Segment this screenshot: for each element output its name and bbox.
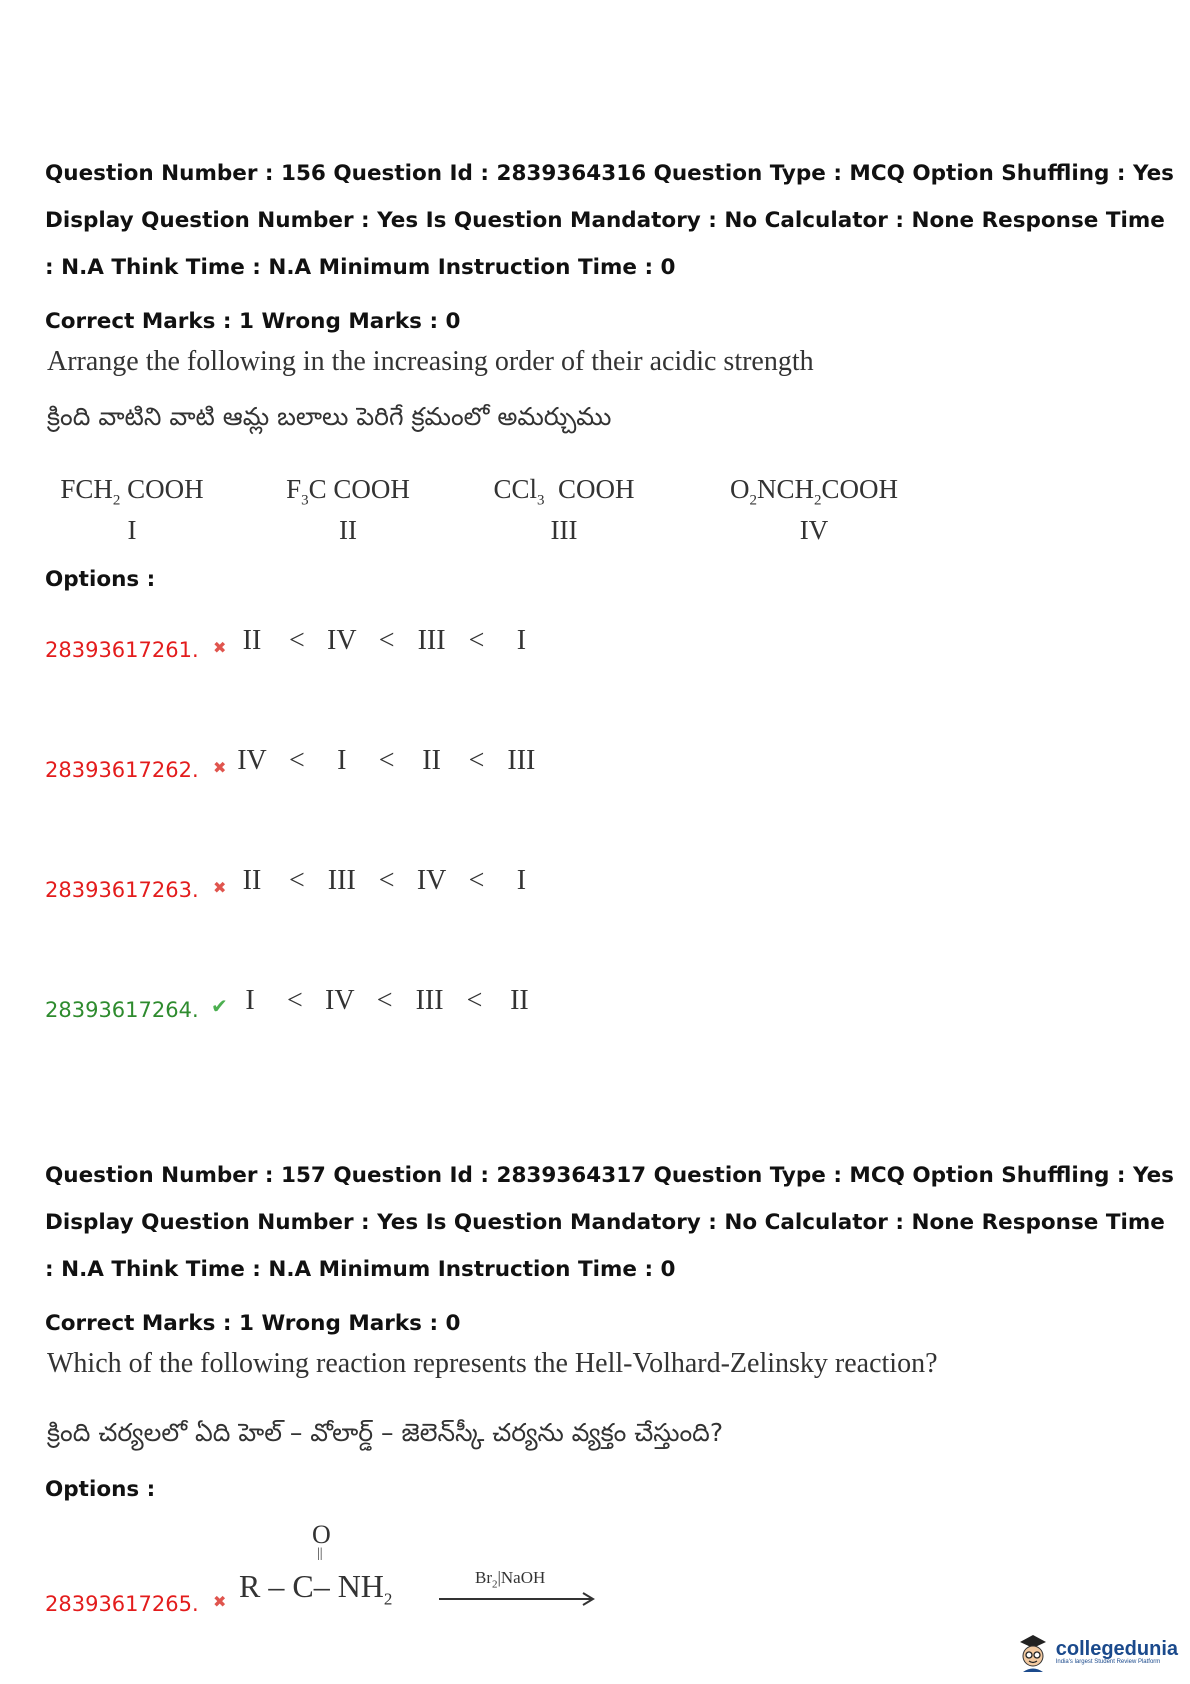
logo-name: collegedunia	[1055, 1638, 1178, 1660]
cross-icon: ✖	[213, 758, 227, 777]
reagent: $Br_2|NaOH$	[475, 1568, 546, 1591]
option-number: 28393617265.	[45, 1592, 199, 1616]
option-order: I < IV < III < II	[245, 985, 529, 1016]
q156-meta-line2: Display Question Number : Yes Is Question Mandatory : No Calculator : None Response Time	[45, 208, 1165, 233]
q157-marks: Correct Marks : 1 Wrong Marks : 0	[45, 1311, 461, 1336]
compound-4-label: IV	[799, 515, 829, 546]
q157-metadata	[45, 1152, 1174, 1293]
cross-icon: ✖	[213, 1592, 227, 1611]
compound-2-label: II	[339, 515, 357, 546]
compound-2-formula: $F_3C$ COOH	[286, 474, 410, 509]
q156-marks: Correct Marks : 1 Wrong Marks : 0	[45, 309, 461, 334]
option-row[interactable]	[45, 1520, 665, 1630]
option-number: 28393617262.	[45, 758, 199, 782]
option-number: 28393617264.	[45, 998, 199, 1022]
q157-meta-line1: Question Number : 157 Question Id : 2839364317 Question Type : MCQ Option Shuffling : Yes	[45, 1163, 1174, 1188]
compound-2	[278, 474, 418, 546]
q156-metadata	[45, 150, 1174, 291]
cross-icon: ✖	[213, 638, 227, 657]
cross-icon: ✖	[213, 878, 227, 897]
q157-question-telugu: క్రింది చర్యలలో ఏది హెల్ – వోలార్డ్ – జెలెన్‌స్కీ చర్యను వ్యక్తం చేస్తుంది?	[47, 1418, 724, 1447]
mascot-icon	[1016, 1632, 1050, 1672]
logo-tagline: India's largest Student Review Platform	[1055, 1659, 1161, 1665]
reactant: R – C– $NH_2$	[239, 1568, 393, 1609]
q157-question-english: Which of the following reaction represents the Hell-Volhard-Zelinsky reaction?	[47, 1348, 938, 1379]
q157-meta-line3: : N.A Think Time : N.A Minimum Instruction Time : 0	[45, 1257, 676, 1282]
q156-question-english: Arrange the following in the increasing order of their acidic strength	[47, 346, 814, 377]
reaction-arrow	[439, 1592, 599, 1606]
double-bond: ||	[317, 1546, 323, 1561]
option-number: 28393617261.	[45, 638, 199, 662]
q157-meta-line2: Display Question Number : Yes Is Question Mandatory : No Calculator : None Response Time	[45, 1210, 1165, 1235]
compound-4-formula: $O_2NCH_2COOH$	[729, 474, 899, 509]
q156-meta-line3: : N.A Think Time : N.A Minimum Instruction Time : 0	[45, 255, 676, 280]
option-number: 28393617263.	[45, 878, 199, 902]
logo-text-block	[1056, 1639, 1178, 1665]
oxygen-atom: O	[312, 1520, 331, 1549]
option-order: II < IV < III < I	[242, 625, 527, 656]
q157-options-label: Options :	[45, 1477, 156, 1502]
compound-1-formula: $FCH_2$ COOH	[60, 474, 204, 509]
option-order: II < III < IV < I	[242, 865, 527, 896]
collegedunia-logo	[1016, 1632, 1178, 1672]
q156-question-telugu: క్రింది వాటిని వాటి ఆమ్ల బలాలు పెరిగే క్రమంలో అమర్చుము	[47, 402, 612, 431]
compound-3-formula: CCl$_3$ COOH	[493, 474, 635, 509]
option-order: IV < I < II < III	[237, 745, 536, 776]
compound-4	[714, 474, 914, 546]
compound-1	[52, 474, 212, 546]
reaction-formula	[239, 1520, 659, 1630]
compound-3	[484, 474, 644, 546]
compound-1-label: I	[127, 515, 137, 546]
q156-meta-line1: Question Number : 156 Question Id : 2839364316 Question Type : MCQ Option Shuffling : Yes	[45, 161, 1174, 186]
q156-options-label: Options :	[45, 567, 156, 592]
check-icon: ✔	[211, 994, 228, 1018]
compound-3-label: III	[550, 515, 578, 546]
